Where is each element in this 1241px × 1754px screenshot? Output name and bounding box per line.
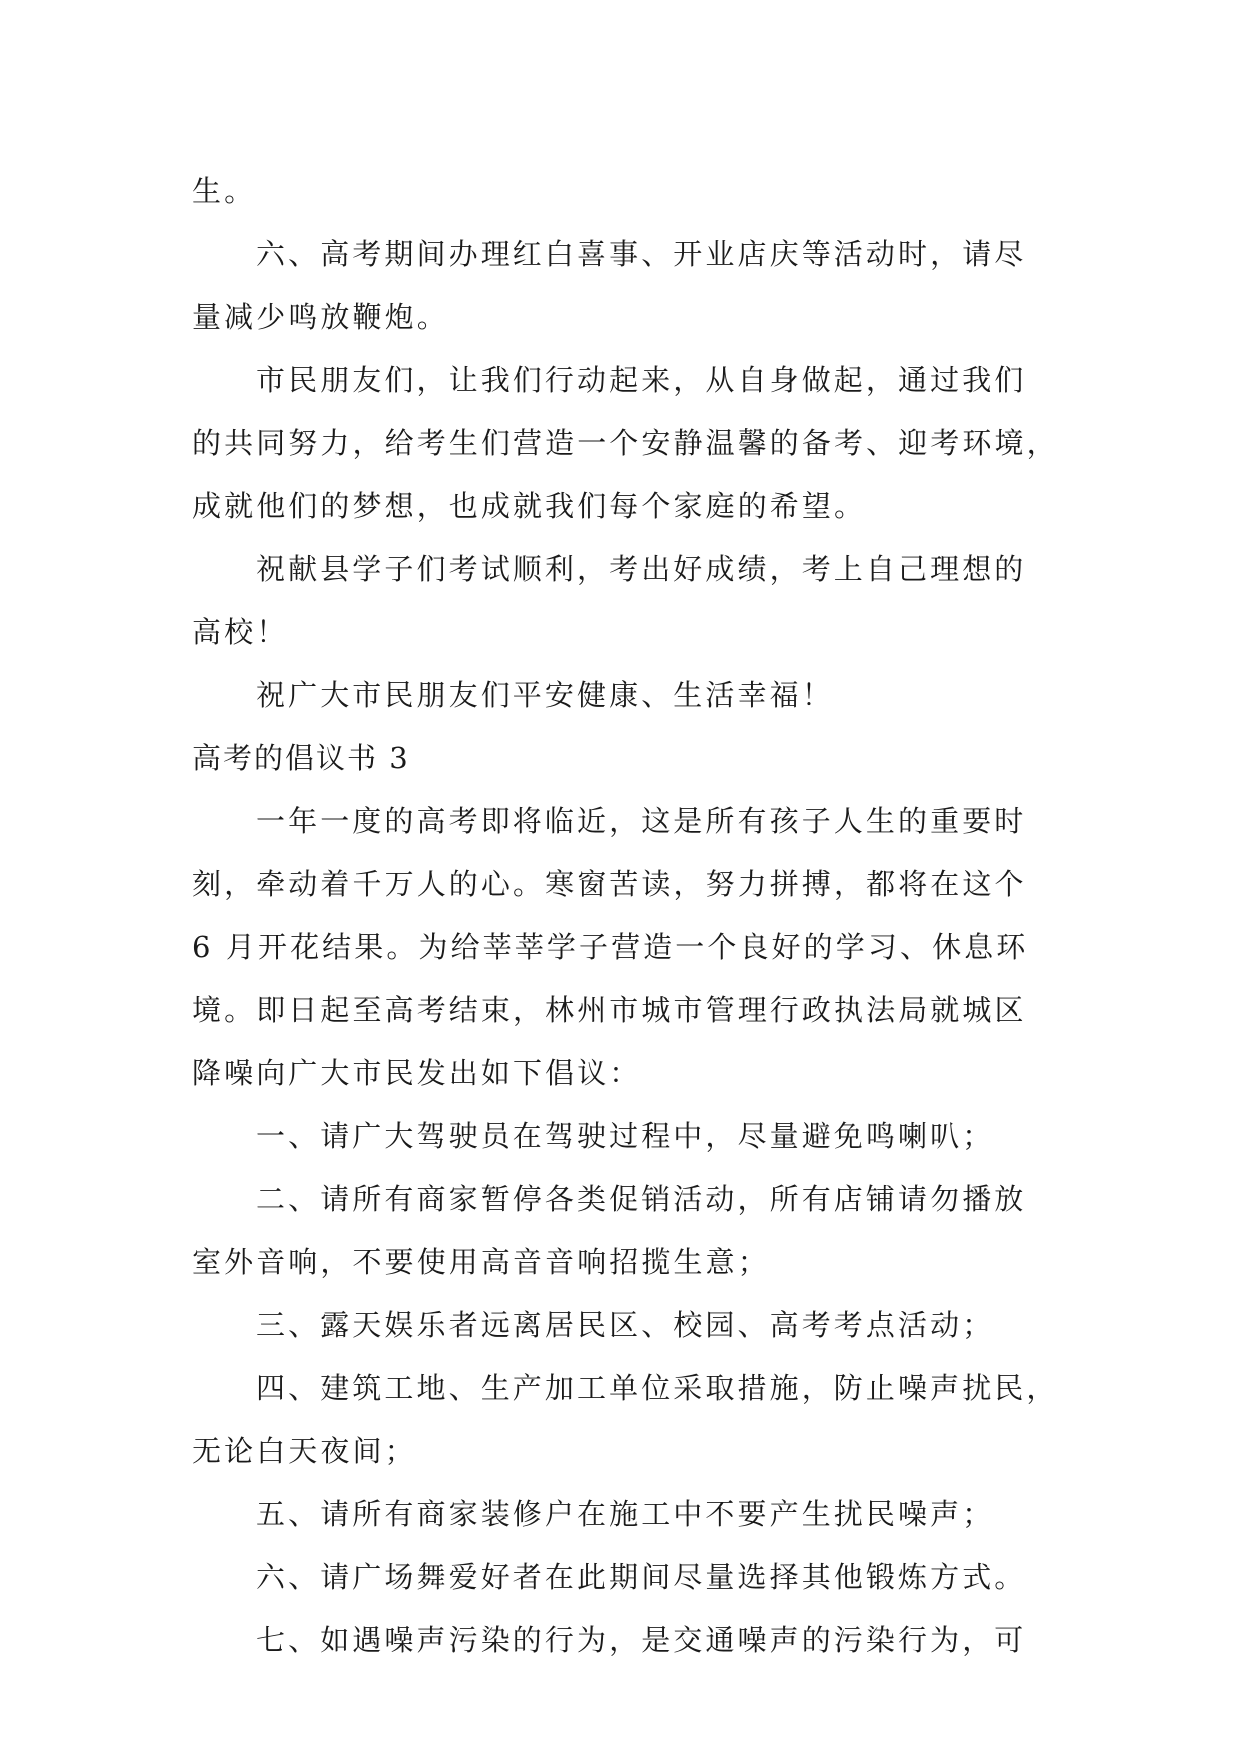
paragraph-line: 一、请广大驾驶员在驾驶过程中，尽量避免鸣喇叭； [256, 1119, 995, 1153]
paragraph-line: 6 月开花结果。为给莘莘学子营造一个良好的学习、休息环 [192, 930, 1029, 964]
paragraph-line: 量减少鸣放鞭炮。 [192, 300, 449, 334]
paragraph-line: 高校！ [192, 615, 289, 649]
paragraph-line: 六、高考期间办理红白喜事、开业店庆等活动时，请尽 [256, 237, 1027, 271]
paragraph-line: 无论白天夜间； [192, 1434, 417, 1468]
paragraph-line: 境。即日起至高考结束，林州市城市管理行政执法局就城区 [192, 993, 1027, 1027]
paragraph-line: 的共同努力，给考生们营造一个安静温馨的备考、迎考环境， [192, 426, 1059, 460]
section-heading: 高考的倡议书 3 [192, 741, 410, 775]
paragraph-line: 祝广大市民朋友们平安健康、生活幸福！ [256, 678, 834, 712]
paragraph-line: 二、请所有商家暂停各类促销活动，所有店铺请勿播放 [256, 1182, 1027, 1216]
paragraph-line: 七、如遇噪声污染的行为，是交通噪声的污染行为，可 [256, 1623, 1027, 1657]
document-body [192, 160, 1062, 1672]
paragraph-line: 一年一度的高考即将临近，这是所有孩子人生的重要时 [256, 804, 1027, 838]
paragraph-line: 生。 [192, 174, 257, 208]
paragraph-line: 五、请所有商家装修户在施工中不要产生扰民噪声； [256, 1497, 995, 1531]
paragraph-line: 六、请广场舞爱好者在此期间尽量选择其他锻炼方式。 [256, 1560, 1027, 1594]
paragraph-line: 祝献县学子们考试顺利，考出好成绩，考上自己理想的 [256, 552, 1027, 586]
paragraph-line: 室外音响，不要使用高音音响招揽生意； [192, 1245, 770, 1279]
paragraph-line: 市民朋友们，让我们行动起来，从自身做起，通过我们 [256, 363, 1027, 397]
paragraph-line: 四、建筑工地、生产加工单位采取措施，防止噪声扰民， [256, 1371, 1059, 1405]
paragraph-line: 三、露天娱乐者远离居民区、校园、高考考点活动； [256, 1308, 995, 1342]
paragraph-line: 刻，牵动着千万人的心。寒窗苦读，努力拼搏，都将在这个 [192, 867, 1027, 901]
paragraph-line: 降噪向广大市民发出如下倡议： [192, 1056, 642, 1090]
paragraph-line: 成就他们的梦想，也成就我们每个家庭的希望。 [192, 489, 867, 523]
